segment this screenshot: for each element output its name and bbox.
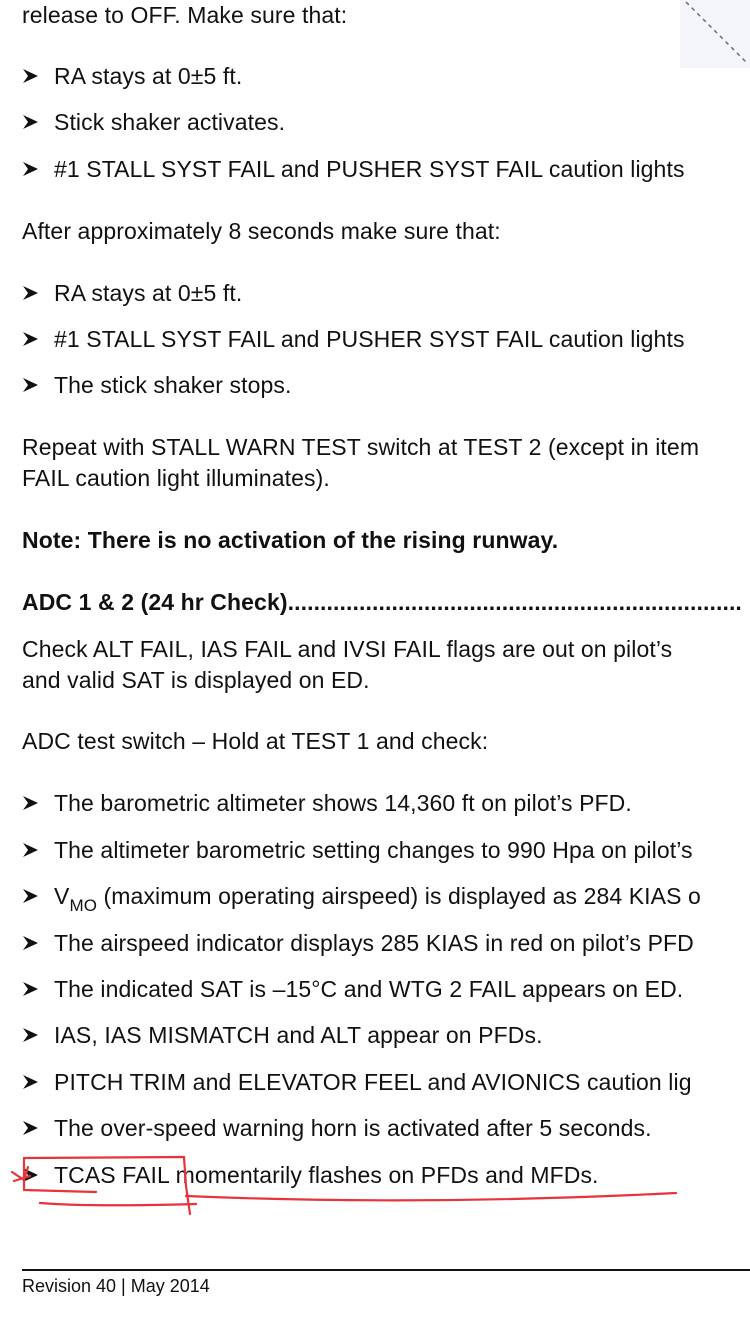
list-item-text: Stick shaker activates. (54, 109, 286, 135)
bullet-arrow-icon (22, 981, 39, 997)
list-item-text: RA stays at 0±5 ft. (54, 63, 243, 89)
list-item-text: #1 STALL SYST FAIL and PUSHER SYST FAIL caution lights (54, 326, 685, 352)
list-item-text (54, 881, 701, 914)
tcas-fail-highlight: TCAS FAIL (54, 1162, 170, 1188)
section-heading (22, 587, 742, 617)
bullet-arrow-icon (22, 1074, 39, 1090)
intro-tail-text: release to OFF. Make sure that: (22, 2, 348, 28)
section-heading-title: ADC 1 & 2 (24 hr Check) (22, 589, 288, 615)
check-paragraph-line-1: Check ALT FAIL, IAS FAIL and IVSI FAIL flags are out on pilot’s (22, 636, 673, 662)
page-curl-icon (680, 0, 750, 68)
bullet-arrow-icon (22, 114, 39, 130)
bullet-arrow-icon (22, 1167, 39, 1183)
section-heading-leader: ...................................................................... (287, 589, 742, 615)
bullet-arrow-icon (22, 888, 39, 904)
bullet-arrow-icon (22, 285, 39, 301)
list-item-text: PITCH TRIM and ELEVATOR FEEL and AVIONICS caution lig (54, 1069, 692, 1095)
list-item-text: The indicated SAT is –15°C and WTG 2 FAIL appears on ED. (54, 976, 684, 1002)
list-item-text: The altimeter barometric setting changes to 990 Hpa on pilot’s (54, 837, 693, 863)
bullet-arrow-icon (22, 842, 39, 858)
list-item-text (54, 1160, 599, 1190)
list-item-text: RA stays at 0±5 ft. (54, 280, 243, 306)
list-item-text: #1 STALL SYST FAIL and PUSHER SYST FAIL caution lights (54, 156, 685, 182)
bullet-arrow-icon (22, 377, 39, 393)
check-paragraph-line-2: and valid SAT is displayed on ED. (22, 667, 370, 693)
adc-switch-text: ADC test switch – Hold at TEST 1 and check: (22, 728, 489, 754)
bullet-arrow-icon (22, 68, 39, 84)
bullet-arrow-icon (22, 795, 39, 811)
bullet-arrow-icon (22, 935, 39, 951)
list-item-text: IAS, IAS MISMATCH and ALT appear on PFDs. (54, 1022, 543, 1048)
list-item-text: The stick shaker stops. (54, 372, 292, 398)
repeat-paragraph-line-2: FAIL caution light illuminates). (22, 465, 330, 491)
list-item-text: The over-speed warning horn is activated after 5 seconds. (54, 1115, 652, 1141)
list-item-text: The airspeed indicator displays 285 KIAS in red on pilot’s PFD (54, 930, 694, 956)
bullet-arrow-icon (22, 161, 39, 177)
tcas-description: momentarily flashes on PFDs and MFDs. (169, 1162, 599, 1188)
bullet-arrow-icon (22, 1120, 39, 1136)
footer-divider (22, 1269, 750, 1271)
repeat-paragraph-line-1: Repeat with STALL WARN TEST switch at TEST 2 (except in item (22, 434, 700, 460)
vmo-description: (maximum operating airspeed) is displayed as 284 KIAS o (97, 883, 701, 909)
bullet-arrow-icon (22, 1027, 39, 1043)
page-fold-corner (680, 0, 750, 68)
note-text: Note: There is no activation of the rising runway. (22, 527, 559, 553)
footer-revision: Revision 40 | May 2014 (22, 1276, 210, 1296)
vmo-subscript: MO (69, 896, 98, 915)
vmo-symbol: V (54, 883, 70, 909)
after-8-seconds-text: After approximately 8 seconds make sure that: (22, 218, 501, 244)
bullet-arrow-icon (22, 331, 39, 347)
list-item-text: The barometric altimeter shows 14,360 ft on pilot’s PFD. (54, 790, 632, 816)
